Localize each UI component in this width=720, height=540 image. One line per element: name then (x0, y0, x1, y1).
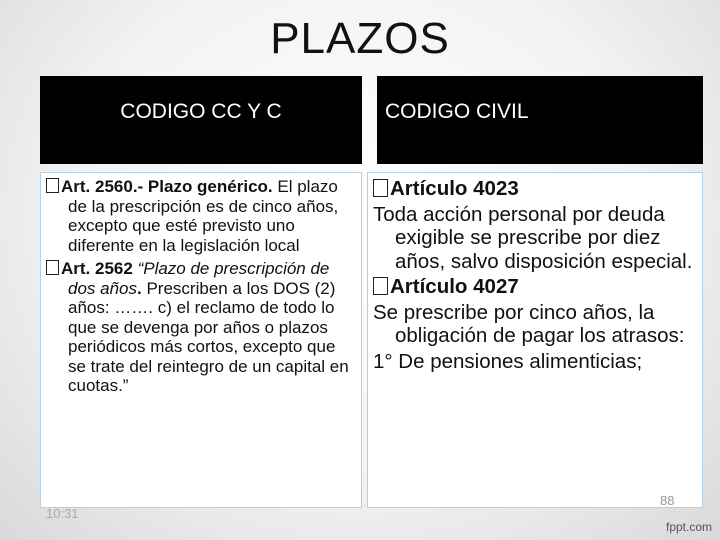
article-2562-body: Prescriben a los DOS (2) años: ……. c) el reclamo de todo lo que se devenga por años o plazos periódicos más cortos, excepto que se trate del reintegro de un capital en cuotas.” (68, 278, 349, 395)
slide-number: 88 (660, 493, 675, 508)
article-4027-item-1: 1° De pensiones alimenticias; (373, 349, 643, 373)
article-2562-heading: Art. 2562 (61, 259, 133, 278)
slide-time: 10:31 (46, 506, 79, 521)
article-2560-body: El plazo de la prescripción es de cinco años, excepto que esté previsto uno diferente en la legislación local (68, 177, 339, 255)
bullet-box-icon (46, 178, 59, 193)
left-panel-text (46, 177, 356, 400)
article-2560 (46, 177, 356, 255)
article-4027-body: Se prescribe por cinco años, la obligación de pagar los atrasos: (373, 300, 685, 347)
right-panel (367, 172, 703, 508)
right-panel-text (373, 177, 699, 375)
article-4023-heading-line (373, 177, 699, 201)
article-2562 (46, 259, 356, 396)
article-4023-heading: Artículo 4023 (390, 177, 519, 200)
article-4023-body: Toda acción personal por deuda exigible se prescribe por diez años, salvo disposición especial. (373, 202, 693, 273)
article-2562-dot: . (137, 278, 142, 298)
bullet-box-icon (46, 260, 59, 275)
bullet-box-icon (373, 277, 388, 295)
header-codigo-ccyc: CODIGO CC Y C (40, 76, 362, 164)
left-panel (40, 172, 362, 508)
slide-title: PLAZOS (270, 14, 450, 63)
article-4027-heading-line (373, 275, 699, 299)
watermark: fppt.com (666, 520, 713, 534)
article-4027-heading: Artículo 4027 (390, 275, 519, 298)
header-codigo-civil: CODIGO CIVIL (377, 76, 703, 164)
article-2562-italic: “Plazo de prescripción de dos años (68, 259, 330, 298)
bullet-box-icon (373, 179, 388, 197)
article-2560-heading: Art. 2560.- Plazo genérico. (61, 177, 273, 196)
